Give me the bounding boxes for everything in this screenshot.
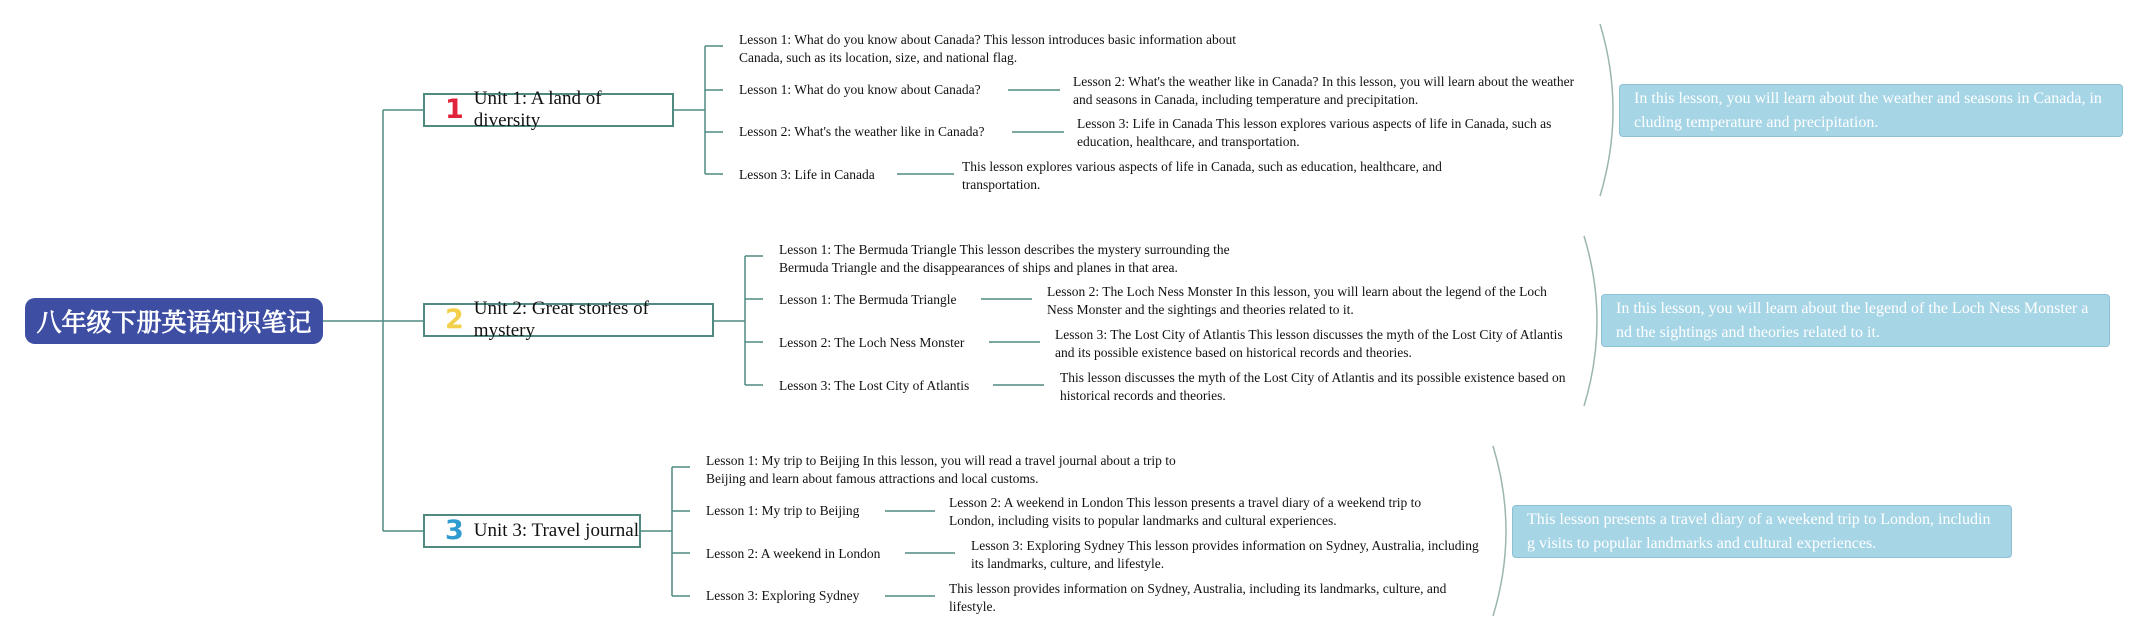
unit-1-topic-3[interactable]: Lesson 2: What's the weather like in Canada?	[739, 124, 985, 139]
unit-2-topic-3[interactable]: Lesson 2: The Loch Ness Monster	[779, 335, 965, 350]
unit-1-topic-4[interactable]: Lesson 3: Life in Canada	[739, 167, 875, 182]
unit-1-number: 1	[445, 94, 464, 125]
unit-1-node[interactable]	[423, 88, 674, 131]
unit-3-topic-3[interactable]: Lesson 2: A weekend in London	[706, 546, 881, 561]
unit-1-desc-2[interactable]: Lesson 3: Life in Canada This lesson explores various aspects of life in Canada, such as education, healthcare, and transportation.	[1077, 116, 1552, 149]
unit-1-desc-3[interactable]: This lesson explores various aspects of life in Canada, such as education, healthcare, and transportation.	[962, 159, 1442, 192]
unit-1-label: Unit 1: A land of diversity	[473, 88, 602, 131]
unit-3-summary[interactable]: This lesson presents a travel diary of a weekend trip to London, including visits to popular landmarks and cultural experiences.	[1512, 505, 2012, 558]
unit-3-number: 3	[445, 515, 464, 546]
unit-2-topic-2[interactable]: Lesson 1: The Bermuda Triangle	[779, 292, 957, 307]
unit-2-label: Unit 2: Great stories of mystery	[473, 298, 649, 341]
unit-2-desc-3[interactable]: This lesson discusses the myth of the Lost City of Atlantis and its possible existence based on historical records and theories.	[1060, 370, 1566, 403]
unit-2-number: 2	[445, 304, 464, 335]
unit-1-summary[interactable]: In this lesson, you will learn about the weather and seasons in Canada, including temperature and precipitation.	[1619, 84, 2123, 137]
unit-3-desc-3[interactable]: This lesson provides information on Sydney, Australia, including its landmarks, culture, and lifestyle.	[949, 581, 1447, 614]
unit-2-node[interactable]	[423, 298, 714, 341]
unit-3-topic-1[interactable]: Lesson 1: My trip to Beijing In this lesson, you will read a travel journal about a trip to Beijing and learn about famous attractions and local customs.	[706, 453, 1176, 486]
unit-2-desc-1[interactable]: Lesson 2: The Loch Ness Monster In this lesson, you will learn about the legend of the Loch Ness Monster and the sightings and theories related to it.	[1047, 284, 1547, 317]
unit-2-topic-4[interactable]: Lesson 3: The Lost City of Atlantis	[779, 378, 970, 393]
unit-3-desc-2[interactable]: Lesson 3: Exploring Sydney This lesson provides information on Sydney, Australia, including its landmarks, culture, and lifestyle.	[971, 538, 1479, 571]
unit-3-topic-4[interactable]: Lesson 3: Exploring Sydney	[706, 588, 860, 603]
unit-2-desc-2[interactable]: Lesson 3: The Lost City of Atlantis This lesson discusses the myth of the Lost City of Atlantis and its possible existence based on historical records and theories.	[1055, 327, 1563, 360]
unit-1-topic-1[interactable]: Lesson 1: What do you know about Canada? This lesson introduces basic information about Canada, such as its location, size, and national flag.	[739, 32, 1237, 65]
unit-3-label: Unit 3: Travel journal	[473, 520, 639, 541]
unit-2-topic-1[interactable]: Lesson 1: The Bermuda Triangle This lesson describes the mystery surrounding the Bermuda Triangle and the disappearances of ships and planes in that area.	[779, 242, 1230, 275]
unit-3-node[interactable]	[423, 514, 641, 548]
root-title[interactable]: 八年级下册英语知识笔记	[25, 298, 323, 344]
unit-3-topic-2[interactable]: Lesson 1: My trip to Beijing	[706, 503, 860, 518]
unit-2-summary[interactable]: In this lesson, you will learn about the legend of the Loch Ness Monster and the sightings and theories related to it.	[1601, 294, 2110, 347]
unit-1-topic-2[interactable]: Lesson 1: What do you know about Canada?	[739, 82, 981, 97]
unit-3-desc-1[interactable]: Lesson 2: A weekend in London This lesson presents a travel diary of a weekend trip to London, including visits to popular landmarks and cultural experiences.	[949, 495, 1422, 528]
unit-1-desc-1[interactable]: Lesson 2: What's the weather like in Canada? In this lesson, you will learn about the weather and seasons in Canada, including temperature and precipitation.	[1073, 74, 1575, 107]
